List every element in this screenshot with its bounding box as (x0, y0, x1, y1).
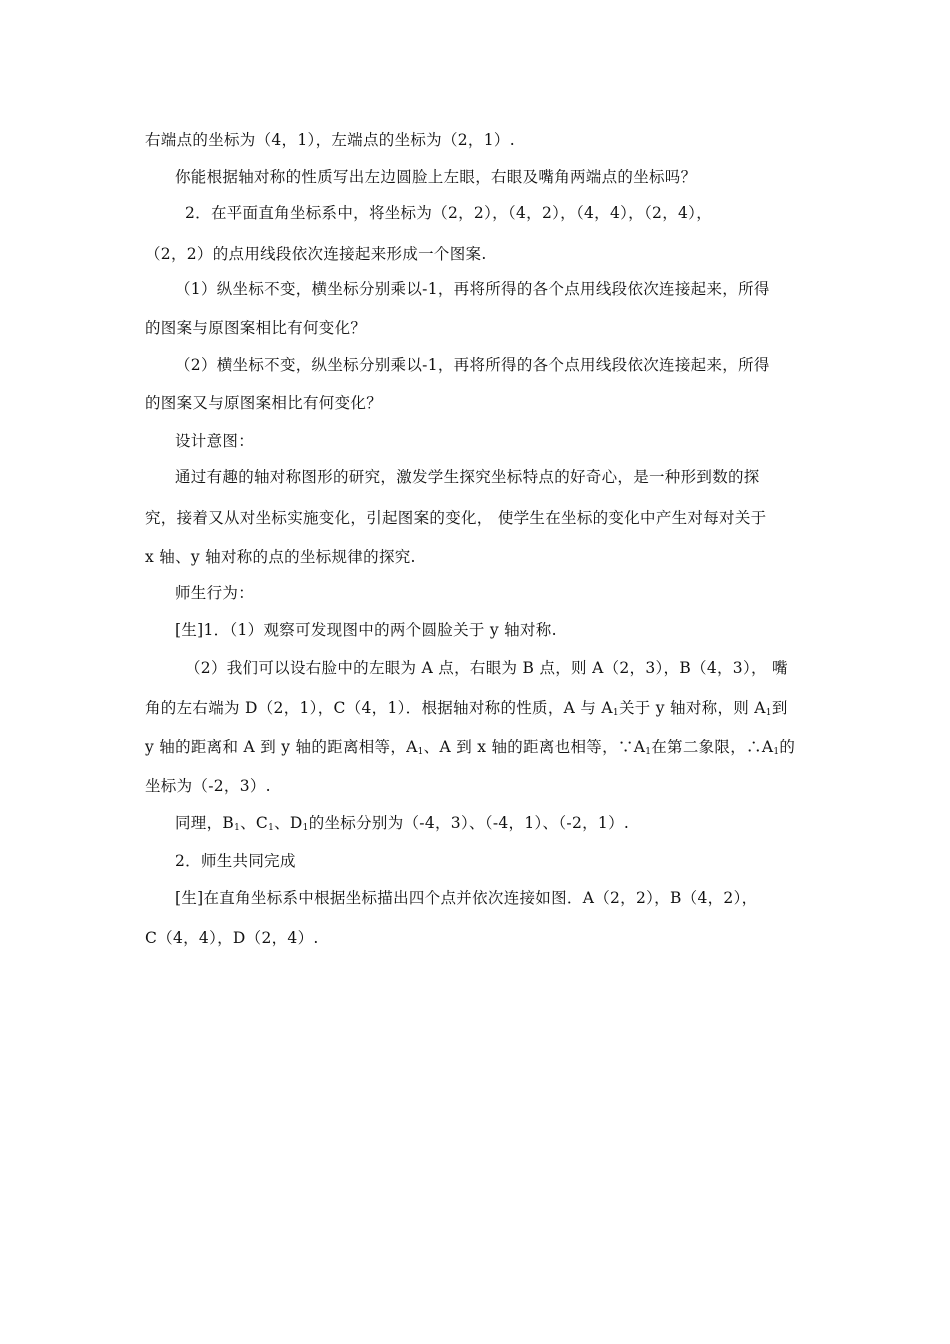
text-line: （2）我们可以设右脸中的左眼为 A 点，右眼为 B 点，则 A（2，3），B（4，3）， 嘴 (185, 659, 788, 677)
text-line: 坐标为（-2，3）. (145, 777, 271, 795)
text-line: 通过有趣的轴对称图形的研究，激发学生探究坐标特点的好奇心，是一种形到数的探 (175, 468, 760, 486)
text-line: （1）纵坐标不变，横坐标分别乘以-1，再将所得的各个点用线段依次连接起来，所得 (175, 280, 770, 298)
text-line: 右端点的坐标为（4，1），左端点的坐标为（2，1）. (145, 131, 515, 149)
text-line: 的图案又与原图案相比有何变化？ (145, 394, 383, 412)
text-line: [生]1．（1）观察可发现图中的两个圆脸关于 y 轴对称. (175, 621, 557, 639)
text-line: y 轴的距离和 A 到 y 轴的距离相等，$A_1$、A 到 x 轴的距离也相等，$\because A_1$在第二象限，$\therefore A_1$的 (145, 738, 796, 757)
text-line: （2）横坐标不变，纵坐标分别乘以-1，再将所得的各个点用线段依次连接起来，所得 (175, 356, 770, 374)
text-line: 同理，$B_1$、$C_1$、$D_1$的坐标分别为（-4，3）、（-4，1）、（-2，1）. (175, 814, 630, 833)
text-line: （2，2）的点用线段依次连接起来形成一个图案. (145, 245, 487, 263)
text-line: 你能根据轴对称的性质写出左边圆脸上左眼，右眼及嘴角两端点的坐标吗？ (175, 168, 697, 186)
section-heading: 设计意图： (175, 432, 255, 450)
text-line: C（4，4），D（2，4）. (145, 929, 319, 947)
text-line: 究，接着又从对坐标实施变化，引起图案的变化， 使学生在坐标的变化中产生对每对关于 (145, 509, 767, 527)
section-heading: 师生行为： (175, 584, 255, 602)
text-line: 角的左右端为 D（2，1），C（4，1）．根据轴对称的性质，A 与 $A_1$关于 y 轴对称，则 $A_1$到 (145, 699, 788, 718)
text-line: x 轴、y 轴对称的点的坐标规律的探究. (145, 548, 416, 566)
text-line: 2．师生共同完成 (175, 852, 296, 870)
text-line: [生]在直角坐标系中根据坐标描出四个点并依次连接如图．A（2，2），B（4，2）， (175, 889, 758, 907)
text-line: 2．在平面直角坐标系中，将坐标为（2，2），（4，2），（4，4），（2，4）， (185, 204, 713, 222)
text-line: 的图案与原图案相比有何变化？ (145, 319, 367, 337)
